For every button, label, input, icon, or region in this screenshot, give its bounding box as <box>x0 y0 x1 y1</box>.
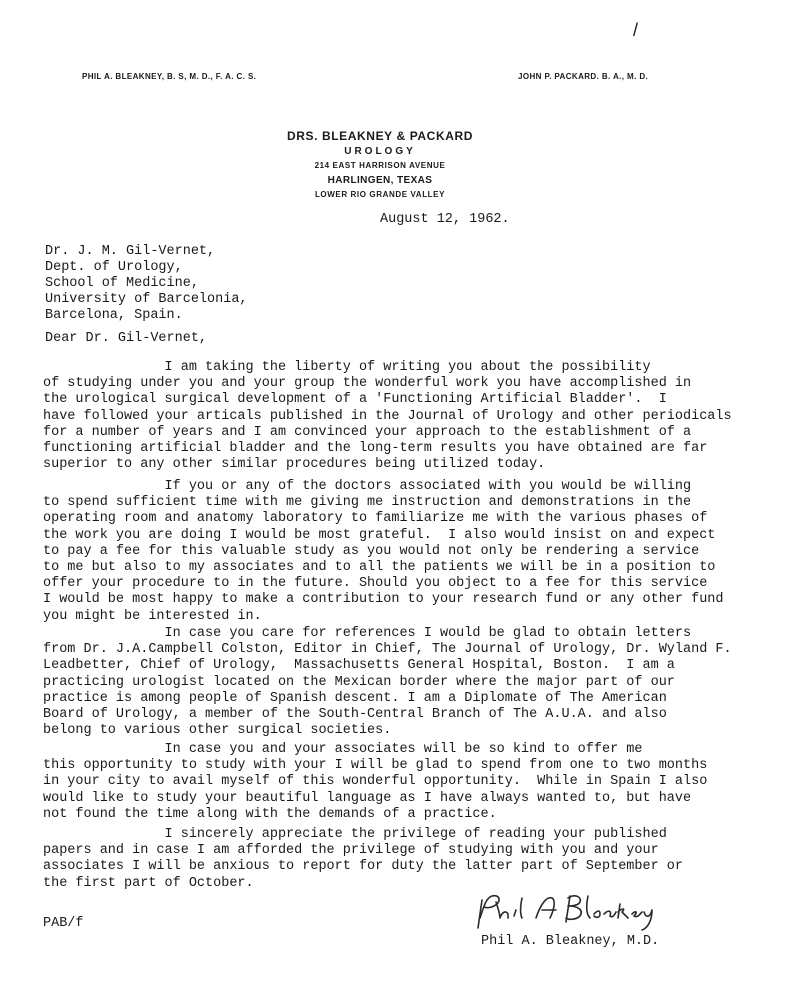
text-line: the urological surgical development of a 'Functioning Artificial Bladder'. I <box>43 392 667 408</box>
text-line: for a number of years and I am convinced your approach to the establishment of a <box>43 424 692 440</box>
salutation: Dear Dr. Gil-Vernet, <box>45 331 208 346</box>
body-paragraph <box>43 360 732 473</box>
text-line: to spend sufficient time with me giving me instruction and demonstrations in the <box>43 495 692 511</box>
text-line: from Dr. J.A.Campbell Colston, Editor in Chief, The Journal of Urology, Dr. Wyland F. <box>43 642 732 658</box>
recipient-line: University of Barcelonia, <box>45 292 248 307</box>
text-line: not found the time along with the demands of a practice. <box>43 806 497 822</box>
letterhead-city: HARLINGEN, TEXAS <box>327 175 433 186</box>
text-line: offer your procedure to in the future. Should you object to a fee for this service <box>43 576 708 592</box>
text-line: in your city to avail myself of this wonderful opportunity. While in Spain I also <box>43 774 708 790</box>
text-line: papers and in case I am afforded the privilege of studying with you and your <box>43 843 659 859</box>
text-line: associates I will be anxious to report for duty the latter part of September or <box>43 859 684 875</box>
text-line: practice is among people of Spanish descent. I am a Diplomate of The American <box>43 690 667 706</box>
text-line: operating room and anatomy laboratory to familiarize me with the various phases of <box>43 511 708 527</box>
header-right-doctor: JOHN P. PACKARD. B. A., M. D. <box>518 72 649 81</box>
recipient-line: Barcelona, Spain. <box>45 308 183 323</box>
body-paragraph <box>43 479 724 625</box>
handwritten-signature <box>470 888 660 934</box>
text-line: practicing urologist located on the Mexican border where the major part of our <box>43 674 675 690</box>
letterhead-specialty: UROLOGY <box>344 146 416 157</box>
text-line: Leadbetter, Chief of Urology, Massachusetts General Hospital, Boston. I am a <box>43 658 675 674</box>
text-line: I am taking the liberty of writing you about the possibility <box>43 360 651 375</box>
text-line: functioning artificial bladder and the long-term results you have obtained are far <box>43 441 708 457</box>
recipient-line: Dept. of Urology, <box>45 260 183 275</box>
text-line: of studying under you and your group the wonderful work you have accomplished in <box>43 376 692 392</box>
recipient-address <box>45 244 248 324</box>
text-line: If you or any of the doctors associated with you would be willing <box>43 479 692 494</box>
letter-date: August 12, 1962. <box>380 212 510 227</box>
text-line: Board of Urology, a member of the South-Central Branch of The A.U.A. and also <box>43 707 667 723</box>
text-line: this opportunity to study with your I will be glad to spend from one to two months <box>43 758 708 774</box>
text-line: superior to any other similar procedures being utilized today. <box>43 457 546 473</box>
text-line: the work you are doing I would be most grateful. I also would insist on and expect <box>43 527 716 543</box>
signer-name: Phil A. Bleakney, M.D. <box>481 934 660 949</box>
text-line: I would be most happy to make a contribution to your research fund or any other fund <box>43 592 724 608</box>
body-paragraph <box>43 742 707 823</box>
recipient-line: Dr. J. M. Gil-Vernet, <box>45 244 216 259</box>
signature-icon <box>470 888 660 934</box>
recipient-line: School of Medicine, <box>45 276 199 291</box>
text-line: you might be interested in. <box>43 608 262 624</box>
text-line: to pay a fee for this valuable study as you would not only be rendering a service <box>43 543 700 559</box>
text-line: the first part of October. <box>43 875 254 891</box>
header-left-doctor: PHIL A. BLEAKNEY, B. S, M. D., F. A. C. S. <box>82 72 257 81</box>
text-line: have followed your articals published in the Journal of Urology and other periodicals <box>43 408 732 424</box>
text-line: In case you care for references I would be glad to obtain letters <box>43 626 692 641</box>
typist-initials: PAB/f <box>43 916 84 931</box>
letterhead-firm: DRS. BLEAKNEY & PACKARD <box>286 129 474 143</box>
letterhead <box>250 128 510 202</box>
letterhead-street: 214 EAST HARRISON AVENUE <box>314 161 446 170</box>
corner-mark: / <box>633 20 639 40</box>
body-paragraph <box>43 626 732 739</box>
text-line: In case you and your associates will be so kind to offer me <box>43 742 643 757</box>
text-line: I sincerely appreciate the privilege of reading your published <box>43 827 667 842</box>
letterhead-region: LOWER RIO GRANDE VALLEY <box>314 190 446 199</box>
text-line: would like to study your beautiful language as I have always wanted to, but have <box>43 790 692 806</box>
text-line: to me but also to my associates and to all the patients we will be in a position to <box>43 560 716 576</box>
text-line: belong to various other surgical societies. <box>43 723 392 739</box>
body-paragraph <box>43 827 683 892</box>
